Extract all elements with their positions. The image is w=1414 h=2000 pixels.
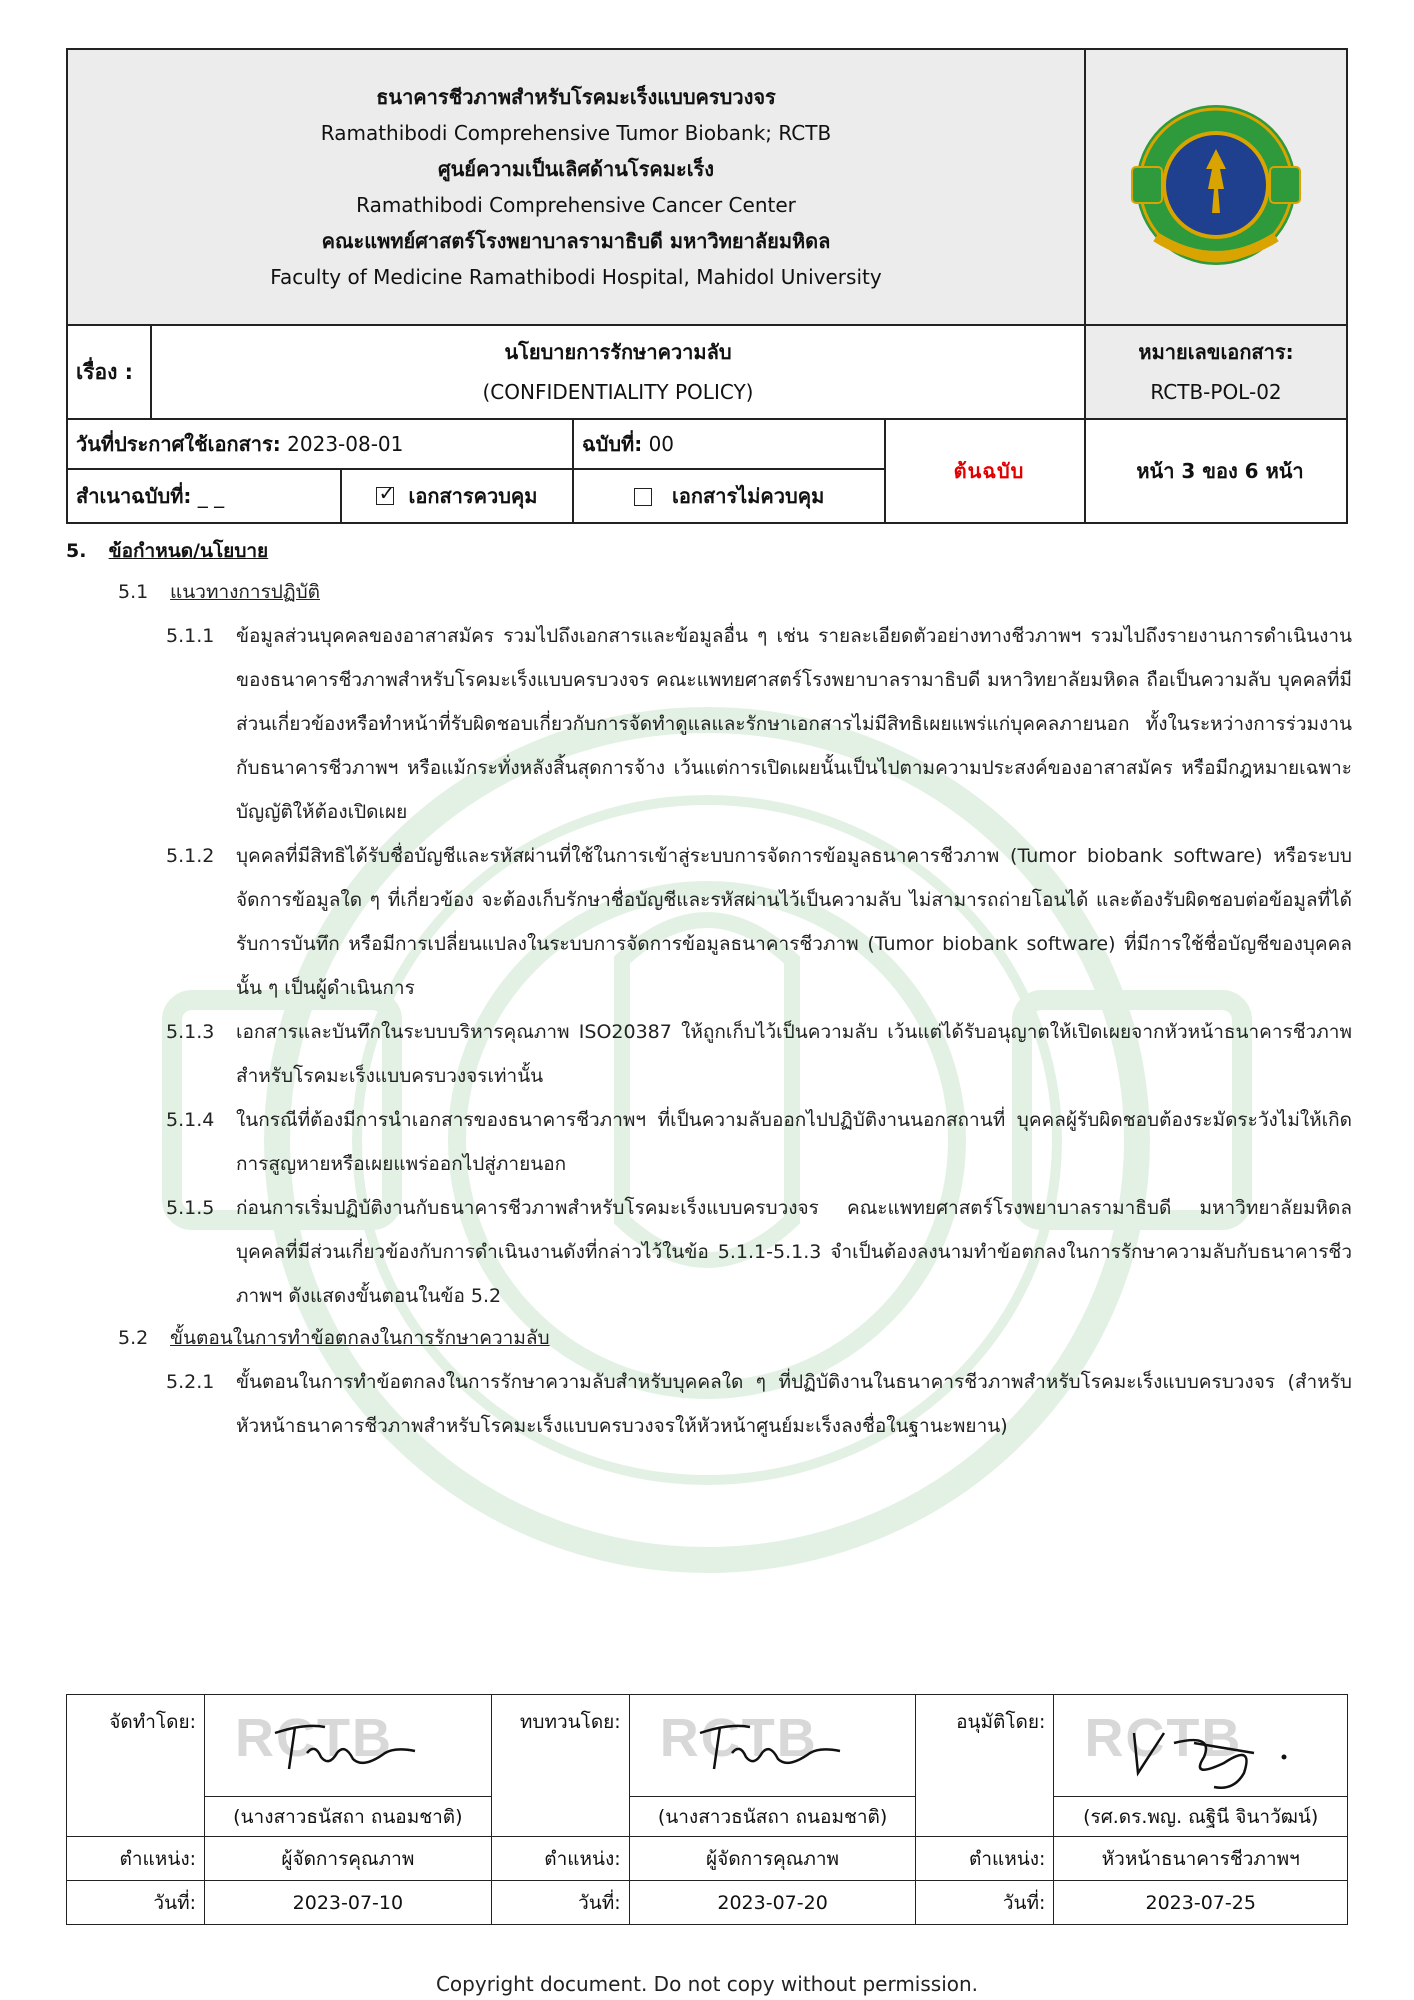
handwritten-signature bbox=[670, 1713, 870, 1783]
reviewed-signature bbox=[629, 1695, 916, 1797]
clause-text: ข้อมูลส่วนบุคคลของอาสาสมัคร รวมไปถึงเอกสารและข้อมูลอื่น ๆ เช่น รายละเอียดตัวอย่างทางชีวภาพฯ รวมไปถึงรายงานการดำเนินงานของธนาคารชีวภาพสำหรับโรคมะเร็งแบบครบวงจร คณะแพทยศาสตร์โรงพยาบาลรามาธิบดี มหาวิทยาลัยมหิดล ถือเป็นความลับ บุคคลที่มีส่วนเกี่ยวข้องหรือทำหน้าที่รับผิดชอบเกี่ยวกับการจัดทำดูแลและรักษาเอกสารไม่มีสิทธิเผยแพร่แก่บุคคลภายนอก ทั้งในระหว่างการร่วมงานกับธนาคารชีวภาพฯ หรือแม้กระทั่งหลังสิ้นสุดการจ้าง เว้นแต่การเปิดเผยนั้นเป็นไปตามความประสงค์ของอาสาสมัคร หรือมีกฎหมายเฉพาะบัญญัติให้ต้องเปิดเผย bbox=[236, 625, 1352, 823]
copyright-notice: Copyright document. Do not copy without permission. bbox=[435, 1972, 979, 1996]
approved-date: 2023-07-25 bbox=[1054, 1881, 1348, 1925]
section-5-heading bbox=[66, 536, 1356, 566]
prepared-position: ผู้จัดการคุณภาพ bbox=[205, 1837, 492, 1881]
clause-5-1-3 bbox=[166, 1010, 1356, 1098]
document-body bbox=[66, 536, 1356, 1448]
approved-position: หัวหน้าธนาคารชีวภาพฯ bbox=[1054, 1837, 1348, 1881]
effective-date-cell bbox=[67, 419, 573, 469]
controlled-checkbox[interactable] bbox=[376, 487, 394, 505]
rctb-watermark: RCTB bbox=[659, 1708, 818, 1768]
position-label: ตำแหน่ง: bbox=[67, 1837, 205, 1881]
subsection-number: 5.1 bbox=[118, 581, 149, 603]
version-value: 00 bbox=[648, 432, 675, 456]
copy-number-cell bbox=[68, 470, 342, 522]
clause-text: เอกสารและบันทึกในระบบบริหารคุณภาพ ISO20387 ให้ถูกเก็บไว้เป็นความลับ เว้นแต่ได้รับอนุญาตให้เปิดเผยจากหัวหน้าธนาคารชีวภาพสำหรับโรคมะเร็งแบบครบวงจรเท่านั้น bbox=[236, 1021, 1352, 1087]
effective-date-label: วันที่ประกาศใช้เอกสาร: bbox=[76, 432, 281, 456]
handwritten-signature bbox=[1094, 1713, 1314, 1793]
clause-5-1-2 bbox=[166, 834, 1356, 1010]
page-indicator: หน้า 3 ของ 6 หน้า bbox=[1085, 419, 1347, 523]
section-title: ข้อกำหนด/นโยบาย bbox=[108, 540, 269, 562]
org-line-4: Ramathibodi Comprehensive Cancer Center bbox=[356, 193, 796, 217]
clause-text: ขั้นตอนในการทำข้อตกลงในการรักษาความลับสำหรับบุคคลใด ๆ ที่ปฏิบัติงานในธนาคารชีวภาพสำหรับโรคมะเร็งแบบครบวงจร (สำหรับหัวหน้าธนาคารชีวภาพสำหรับโรคมะเร็งแบบครบวงจรให้หัวหน้าศูนย์มะเร็งลงชื่อในฐานะพยาน) bbox=[236, 1371, 1352, 1437]
subsection-title: ขั้นตอนในการทำข้อตกลงในการรักษาความลับ bbox=[170, 1327, 550, 1349]
copy-number: _ _ bbox=[197, 484, 225, 508]
controlled-option bbox=[342, 470, 572, 522]
clause-number: 5.1.5 bbox=[166, 1197, 215, 1219]
clause-number: 5.1.4 bbox=[166, 1109, 215, 1131]
version-cell bbox=[573, 419, 885, 469]
clause-5-1-1 bbox=[166, 614, 1356, 834]
original-stamp: ต้นฉบับ bbox=[885, 419, 1085, 523]
logo-cell bbox=[1085, 49, 1347, 325]
date-label: วันที่: bbox=[916, 1881, 1054, 1925]
uncontrolled-checkbox[interactable] bbox=[634, 488, 652, 506]
subsection-title: แนวทางการปฏิบัติ bbox=[170, 581, 321, 603]
copy-number-label: สำเนาฉบับที่: bbox=[76, 484, 192, 508]
date-label: วันที่: bbox=[67, 1881, 205, 1925]
approved-by-label: อนุมัติโดย: bbox=[916, 1695, 1054, 1837]
uncontrolled-label: เอกสารไม่ควบคุม bbox=[672, 484, 825, 508]
reviewed-by-label: ทบทวนโดย: bbox=[491, 1695, 629, 1837]
version-label: ฉบับที่: bbox=[582, 432, 643, 456]
rctb-watermark: RCTB bbox=[1084, 1708, 1243, 1768]
clause-number: 5.1.2 bbox=[166, 845, 215, 867]
org-line-3: ศูนย์ความเป็นเลิศด้านโรคมะเร็ง bbox=[437, 157, 715, 181]
clause-5-1-5 bbox=[166, 1186, 1356, 1318]
section-5-1-heading bbox=[118, 576, 1356, 608]
org-line-5: คณะแพทย์ศาสตร์โรงพยาบาลรามาธิบดี มหาวิทยาลัยมหิดล bbox=[321, 229, 831, 253]
clause-5-1-4 bbox=[166, 1098, 1356, 1186]
reviewed-name: (นางสาวธนัสถา ถนอมชาติ) bbox=[629, 1797, 916, 1837]
approved-name: (รศ.ดร.พญ. ณฐินี จินาวัฒน์) bbox=[1054, 1797, 1348, 1837]
doc-number-cell bbox=[1085, 325, 1347, 419]
clause-number: 5.2.1 bbox=[166, 1371, 215, 1393]
doc-number-label: หมายเลขเอกสาร: bbox=[1138, 340, 1294, 364]
clause-5-2-1 bbox=[166, 1360, 1356, 1448]
document-header bbox=[66, 48, 1348, 524]
section-5-2-heading bbox=[118, 1322, 1356, 1354]
subject-english: (CONFIDENTIALITY POLICY) bbox=[482, 380, 754, 404]
clause-number: 5.1.3 bbox=[166, 1021, 215, 1043]
org-line-1: ธนาคารชีวภาพสำหรับโรคมะเร็งแบบครบวงจร bbox=[376, 85, 776, 109]
copy-row bbox=[67, 469, 573, 523]
controlled-label: เอกสารควบคุม bbox=[408, 484, 538, 508]
org-line-2: Ramathibodi Comprehensive Tumor Biobank; RCTB bbox=[320, 121, 832, 145]
subject-label: เรื่อง : bbox=[67, 325, 151, 419]
approved-signature bbox=[1054, 1695, 1348, 1797]
approval-table bbox=[66, 1694, 1348, 1925]
prepared-signature bbox=[205, 1695, 492, 1797]
clause-text: บุคคลที่มีสิทธิได้รับชื่อบัญชีและรหัสผ่านที่ใช้ในการเข้าสู่ระบบการจัดการข้อมูลธนาคารชีวภาพ (Tumor biobank software) หรือระบบจัดการข้อมูลใด ๆ ที่เกี่ยวข้อง จะต้องเก็บรักษาชื่อบัญชีและรหัสผ่านไว้เป็นความลับ ไม่สามารถถ่ายโอนได้ และต้องรับผิดชอบต่อข้อมูลที่ได้รับการบันทึก หรือมีการเปลี่ยนแปลงในระบบการจัดการข้อมูลธนาคารชีวภาพ (Tumor biobank software) ที่มีการใช้ชื่อบัญชีของบุคคลนั้น ๆ เป็นผู้ดำเนินการ bbox=[236, 845, 1352, 999]
mahidol-faculty-logo bbox=[1128, 97, 1304, 273]
subject-thai: นโยบายการรักษาความลับ bbox=[504, 340, 732, 364]
prepared-by-label: จัดทำโดย: bbox=[67, 1695, 205, 1837]
subject-cell bbox=[151, 325, 1085, 419]
reviewed-date: 2023-07-20 bbox=[629, 1881, 916, 1925]
uncontrolled-option bbox=[573, 469, 885, 523]
clause-number: 5.1.1 bbox=[166, 625, 215, 647]
position-label: ตำแหน่ง: bbox=[916, 1837, 1054, 1881]
handwritten-signature bbox=[245, 1713, 445, 1783]
date-label: วันที่: bbox=[491, 1881, 629, 1925]
prepared-name: (นางสาวธนัสถา ถนอมชาติ) bbox=[205, 1797, 492, 1837]
position-label: ตำแหน่ง: bbox=[491, 1837, 629, 1881]
effective-date: 2023-08-01 bbox=[287, 432, 404, 456]
reviewed-position: ผู้จัดการคุณภาพ bbox=[629, 1837, 916, 1881]
org-line-6: Faculty of Medicine Ramathibodi Hospital, Mahidol University bbox=[270, 265, 882, 289]
prepared-date: 2023-07-10 bbox=[205, 1881, 492, 1925]
clause-text: ในกรณีที่ต้องมีการนำเอกสารของธนาคารชีวภาพฯ ที่เป็นความลับออกไปปฏิบัติงานนอกสถานที่ บุคคลผู้รับผิดชอบต้องระมัดระวังไม่ให้เกิดการสูญหายหรือเผยแพร่ออกไปสู่ภายนอก bbox=[236, 1109, 1352, 1175]
rctb-watermark: RCTB bbox=[235, 1708, 393, 1768]
organization-block bbox=[67, 49, 1085, 325]
clause-text: ก่อนการเริ่มปฏิบัติงานกับธนาคารชีวภาพสำหรับโรคมะเร็งแบบครบวงจร คณะแพทยศาสตร์โรงพยาบาลรามาธิบดี มหาวิทยาลัยมหิดล บุคคลที่มีส่วนเกี่ยวข้องกับการดำเนินงานดังที่กล่าวไว้ในข้อ 5.1.1-5.1.3 จำเป็นต้องลงนามทำข้อตกลงในการรักษาความลับกับธนาคารชีวภาพฯ ดังแสดงขั้นตอนในข้อ 5.2 bbox=[236, 1197, 1352, 1307]
doc-number: RCTB-POL-02 bbox=[1150, 380, 1282, 404]
subsection-number: 5.2 bbox=[118, 1327, 149, 1349]
section-number: 5. bbox=[66, 540, 87, 562]
